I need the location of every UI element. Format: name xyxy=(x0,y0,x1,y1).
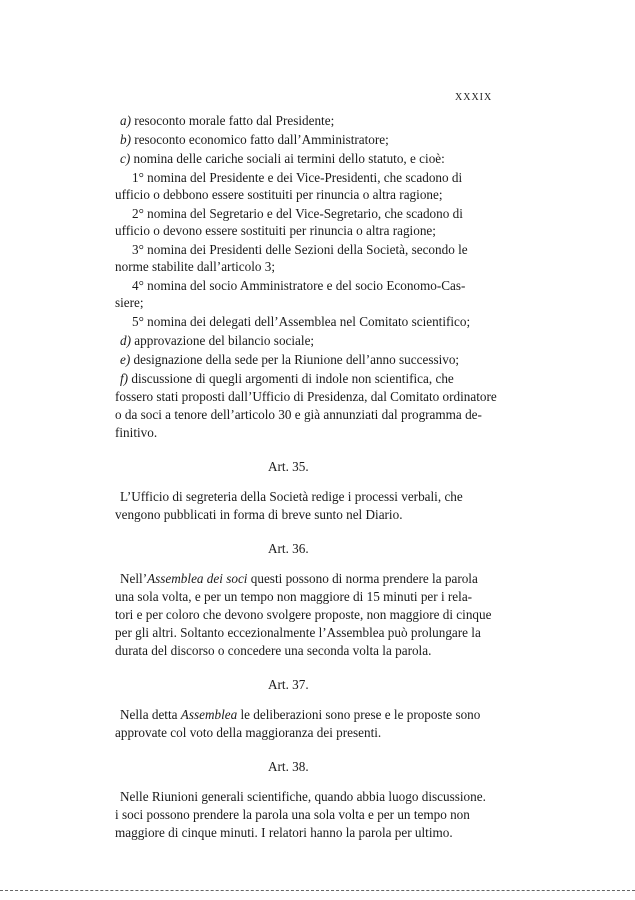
list-text: discussione di quegli argomenti di indole non scientifica, che xyxy=(131,371,454,386)
text-run: Nell’ xyxy=(120,571,148,586)
article-heading-37: Art. 37. xyxy=(268,677,309,692)
article-36-line2: una sola volta, e per un tempo non maggiore di 15 minuti per i rela- xyxy=(115,589,473,604)
list-marker: f) xyxy=(120,371,129,386)
scan-edge-divider xyxy=(0,890,635,892)
sub-item-4-line1: 4° nomina del socio Amministratore e del socio Economo-Cas- xyxy=(132,278,466,293)
list-text: approvazione del bilancio sociale; xyxy=(134,333,315,348)
list-item-d xyxy=(120,332,314,350)
list-marker: e) xyxy=(120,352,131,367)
list-item-b xyxy=(120,131,389,149)
list-item-e xyxy=(120,351,459,369)
list-text: resoconto economico fatto dall’Amministratore; xyxy=(134,132,389,147)
list-item-c xyxy=(120,150,445,168)
article-36-line4: per gli altri. Soltanto eccezionalmente l’Assemblea può prolungare la xyxy=(115,625,481,640)
article-38-line1: Nelle Riunioni generali scientifiche, quando abbia luogo discussione. xyxy=(120,789,486,804)
article-36-line3: tori e per coloro che devono svolgere proposte, non maggiore di cinque xyxy=(115,607,492,622)
italic-term: Assemblea xyxy=(180,707,238,722)
list-text: nomina delle cariche sociali ai termini dello statuto, e cioè: xyxy=(133,151,445,166)
article-35-line1: L’Ufficio di segreteria della Società redige i processi verbali, che xyxy=(120,489,463,504)
article-36-line1 xyxy=(120,570,478,588)
sub-item-2-line2: ufficio o devono essere sostituiti per rinuncia o altra ragione; xyxy=(115,223,436,238)
text-run: questi possono di norma prendere la parola xyxy=(247,571,478,586)
list-item-f-line4: finitivo. xyxy=(115,425,158,440)
sub-item-3-line2: norme stabilite dall’articolo 3; xyxy=(115,259,276,274)
list-marker: a) xyxy=(120,113,131,128)
sub-item-1-line2: ufficio o debbono essere sostituiti per rinuncia o altra ragione; xyxy=(115,187,443,202)
list-item-f-line2: fossero stati proposti dall’Ufficio di Presidenza, dal Comitato ordinatore xyxy=(115,389,497,404)
list-marker: b) xyxy=(120,132,131,147)
article-35-line2: vengono pubblicati in forma di breve sunto nel Diario. xyxy=(115,507,403,522)
list-text: designazione della sede per la Riunione dell’anno successivo; xyxy=(133,352,460,367)
sub-item-2-line1: 2° nomina del Segretario e del Vice-Segretario, che scadono di xyxy=(132,206,463,221)
text-run: le deliberazioni sono prese e le proposte sono xyxy=(237,707,481,722)
italic-term: Assemblea dei soci xyxy=(147,571,248,586)
article-heading-35: Art. 35. xyxy=(268,459,309,474)
article-38-line2: i soci possono prendere la parola una sola volta e per un tempo non xyxy=(115,807,470,822)
article-37-line2: approvate col voto della maggioranza dei presenti. xyxy=(115,725,382,740)
list-text: resoconto morale fatto dal Presidente; xyxy=(134,113,335,128)
article-37-line1 xyxy=(120,706,480,724)
text-run: Nella detta xyxy=(120,707,181,722)
list-item-f-line1 xyxy=(120,370,454,388)
list-item-f-line3: o da soci a tenore dell’articolo 30 e già annunziati dal programma de- xyxy=(115,407,482,422)
sub-item-4-line2: siere; xyxy=(115,295,144,310)
sub-item-1-line1: 1° nomina del Presidente e dei Vice-Presidenti, che scadono di xyxy=(132,170,463,185)
sub-item-3-line1: 3° nomina dei Presidenti delle Sezioni della Società, secondo le xyxy=(132,242,468,257)
list-marker: c) xyxy=(120,151,131,166)
article-heading-38: Art. 38. xyxy=(268,759,309,774)
sub-item-5-line1: 5° nomina dei delegati dell’Assemblea nel Comitato scientifico; xyxy=(132,314,471,329)
article-36-line5: durata del discorso o concedere una seconda volta la parola. xyxy=(115,643,432,658)
list-marker: d) xyxy=(120,333,131,348)
page-number: XXXIX xyxy=(455,92,493,103)
list-item-a xyxy=(120,112,334,130)
article-38-line3: maggiore di cinque minuti. I relatori hanno la parola per ultimo. xyxy=(115,825,453,840)
article-heading-36: Art. 36. xyxy=(268,541,309,556)
